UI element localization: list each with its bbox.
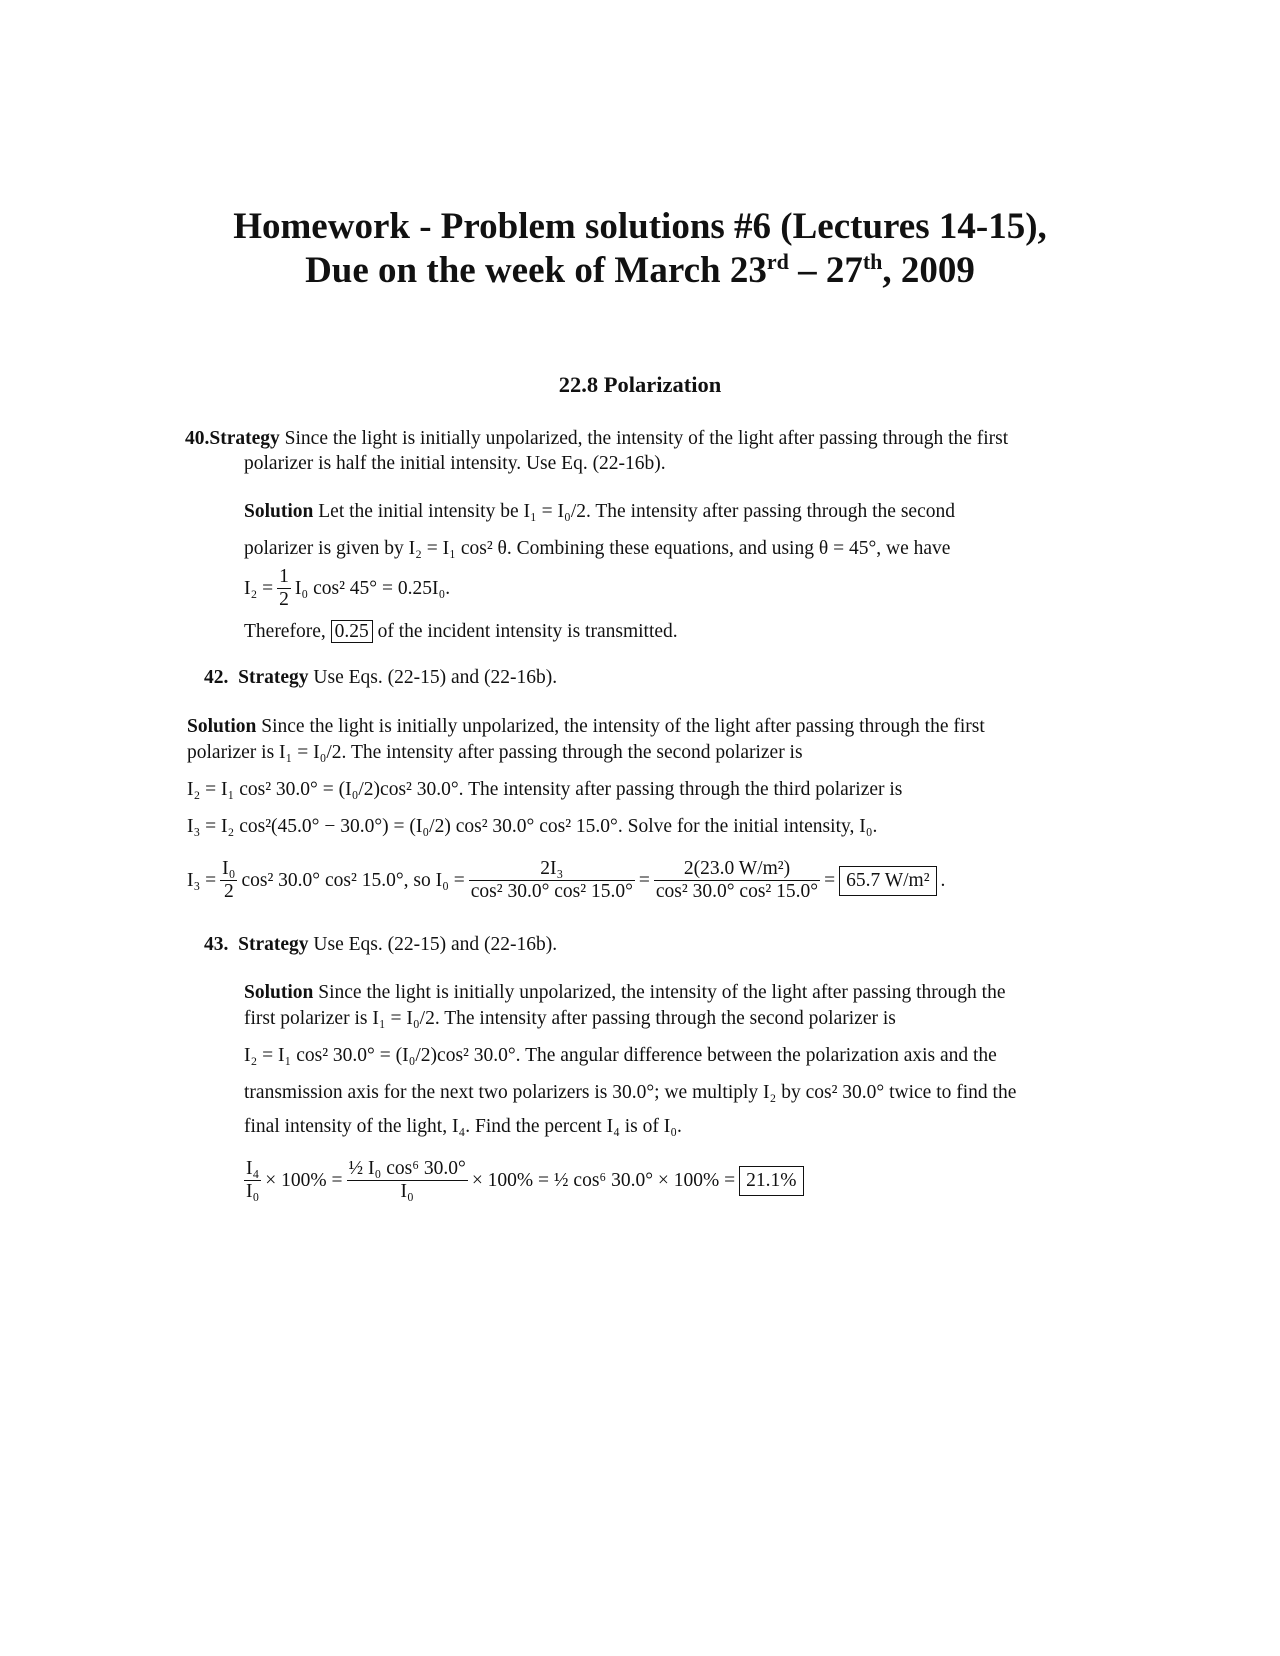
- p42-eq-mid: cos² 30.0° cos² 15.0°, so I₀ =: [241, 870, 465, 892]
- problem-43-solution-line3: I₂ = I₁ cos² 30.0° = (I₀/2)cos² 30.0°. The angular difference between the polarization axis and the: [244, 1045, 997, 1066]
- document-title: [0, 205, 1280, 293]
- p43-frac-2-den: I₀: [400, 1181, 414, 1203]
- title-sup-th: th: [862, 249, 883, 274]
- p43-eq-b: × 100% = ½ cos⁶ 30.0° × 100% =: [471, 1170, 736, 1192]
- title-line-2: [0, 249, 1280, 293]
- problem-40-equation: [244, 566, 454, 612]
- p40-eq-rhs: I₀ cos² 45° = 0.25I₀.: [294, 578, 451, 600]
- problem-43-strategy: [204, 932, 557, 957]
- p43-frac-1-den: I₀: [246, 1181, 260, 1203]
- problem-43-strategy-label: Strategy: [238, 934, 309, 955]
- problem-43-equation: [244, 1158, 808, 1204]
- problem-42-number: 42.: [204, 667, 229, 688]
- p40-therefore-pre: Therefore,: [244, 621, 331, 642]
- p42-frac-1: [220, 858, 237, 904]
- p42-frac-2-den: cos² 30.0° cos² 15.0°: [470, 881, 633, 903]
- problem-43-strategy-text: Use Eqs. (22-15) and (22-16b).: [308, 934, 558, 955]
- p43-frac-1: [244, 1158, 261, 1204]
- p40-eq-frac-num: 1: [277, 566, 291, 589]
- p42-eq-equals-1: =: [638, 870, 650, 892]
- problem-43-solution-line5: final intensity of the light, I₄. Find the percent I₄ is of I₀.: [244, 1116, 682, 1137]
- p40-eq-lhs: I₂ =: [244, 578, 274, 600]
- problem-42-equation: [187, 858, 949, 904]
- problem-40-strategy-line1: Since the light is initially unpolarized, the intensity of the light after passing through the first: [279, 428, 1009, 449]
- p42-eq-end: .: [940, 870, 946, 892]
- p40-eq-frac-den: 2: [279, 589, 289, 611]
- problem-42-solution-line3: I₂ = I₁ cos² 30.0° = (I₀/2)cos² 30.0°. The intensity after passing through the third polarizer is: [187, 779, 903, 800]
- problem-40-strategy: [185, 426, 1008, 451]
- problem-42-solution-line2: polarizer is I₁ = I₀/2. The intensity after passing through the second polarizer is: [187, 742, 803, 763]
- p43-frac-2-num: ½ I₀ cos⁶ 30.0°: [347, 1158, 468, 1181]
- problem-40-strategy-label: Strategy: [209, 428, 280, 449]
- title-line-2-end: , 2009: [882, 250, 975, 291]
- p40-therefore-post: of the incident intensity is transmitted.: [372, 621, 678, 642]
- p42-frac-3-den: cos² 30.0° cos² 15.0°: [655, 881, 819, 903]
- problem-42-solution-line4: I₃ = I₂ cos²(45.0° − 30.0°) = (I₀/2) cos² 30.0° cos² 15.0°. Solve for the initial intensity, I₀.: [187, 816, 878, 837]
- problem-43-solution-line2: first polarizer is I₁ = I₀/2. The intensity after passing through the second polarizer is: [244, 1008, 896, 1029]
- p43-eq-a: × 100% =: [265, 1170, 343, 1192]
- p43-sol-line1-text: Since the light is initially unpolarized, the intensity of the light after passing through the: [313, 982, 1006, 1003]
- section-heading: 22.8 Polarization: [558, 372, 722, 397]
- p42-sol-line1-text: Since the light is initially unpolarized, the intensity of the light after passing through the first: [256, 716, 985, 737]
- p42-frac-3: [654, 858, 820, 904]
- p42-eq-equals-2: =: [824, 870, 836, 892]
- problem-43-solution-line1: [244, 980, 1006, 1005]
- p40-answer-box: 0.25: [331, 620, 373, 643]
- p42-frac-1-num: I₀: [220, 858, 237, 881]
- problem-40-solution-line2: polarizer is given by I₂ = I₁ cos² θ. Combining these equations, and using θ = 45°, we have: [244, 538, 951, 559]
- problem-40-solution-label: Solution: [244, 501, 314, 522]
- p42-answer-box: 65.7 W/m²: [839, 866, 936, 895]
- p42-frac-2-num: 2I₃: [469, 858, 635, 881]
- problem-43-number: 43.: [204, 934, 229, 955]
- title-line-1: Homework - Problem solutions #6 (Lectures 14-15),: [233, 206, 1047, 247]
- p40-eq-fraction: [277, 566, 291, 612]
- p42-frac-2: [469, 858, 635, 904]
- p42-frac-1-den: 2: [223, 881, 234, 903]
- problem-42-solution-label: Solution: [187, 716, 257, 737]
- problem-42-solution-line1: [187, 714, 985, 739]
- p43-frac-1-num: I₄: [244, 1158, 261, 1181]
- title-line-2-mid: – 27: [788, 250, 863, 291]
- problem-43-solution-label: Solution: [244, 982, 314, 1003]
- p42-eq-lhs: I₃ =: [187, 870, 217, 892]
- problem-42-strategy: [204, 665, 557, 690]
- problem-40-strategy-line2: polarizer is half the initial intensity. Use Eq. (22-16b).: [244, 453, 666, 474]
- problem-40-solution-line1: [244, 499, 955, 524]
- problem-40-therefore: [244, 619, 678, 644]
- title-line-2-pre: Due on the week of March 23: [305, 250, 767, 291]
- p43-frac-2: [347, 1158, 468, 1204]
- problem-42-strategy-label: Strategy: [238, 667, 309, 688]
- problem-42-strategy-text: Use Eqs. (22-15) and (22-16b).: [308, 667, 558, 688]
- title-sup-rd: rd: [766, 249, 789, 274]
- p42-frac-3-num: 2(23.0 W/m²): [654, 858, 820, 881]
- p43-answer-box: 21.1%: [739, 1166, 803, 1195]
- problem-40-sol-line1-text: Let the initial intensity be I₁ = I₀/2. The intensity after passing through the second: [313, 501, 955, 522]
- problem-40-number: 40.: [185, 428, 210, 449]
- problem-43-solution-line4: transmission axis for the next two polarizers is 30.0°; we multiply I₂ by cos² 30.0° twice to find the: [244, 1082, 1017, 1103]
